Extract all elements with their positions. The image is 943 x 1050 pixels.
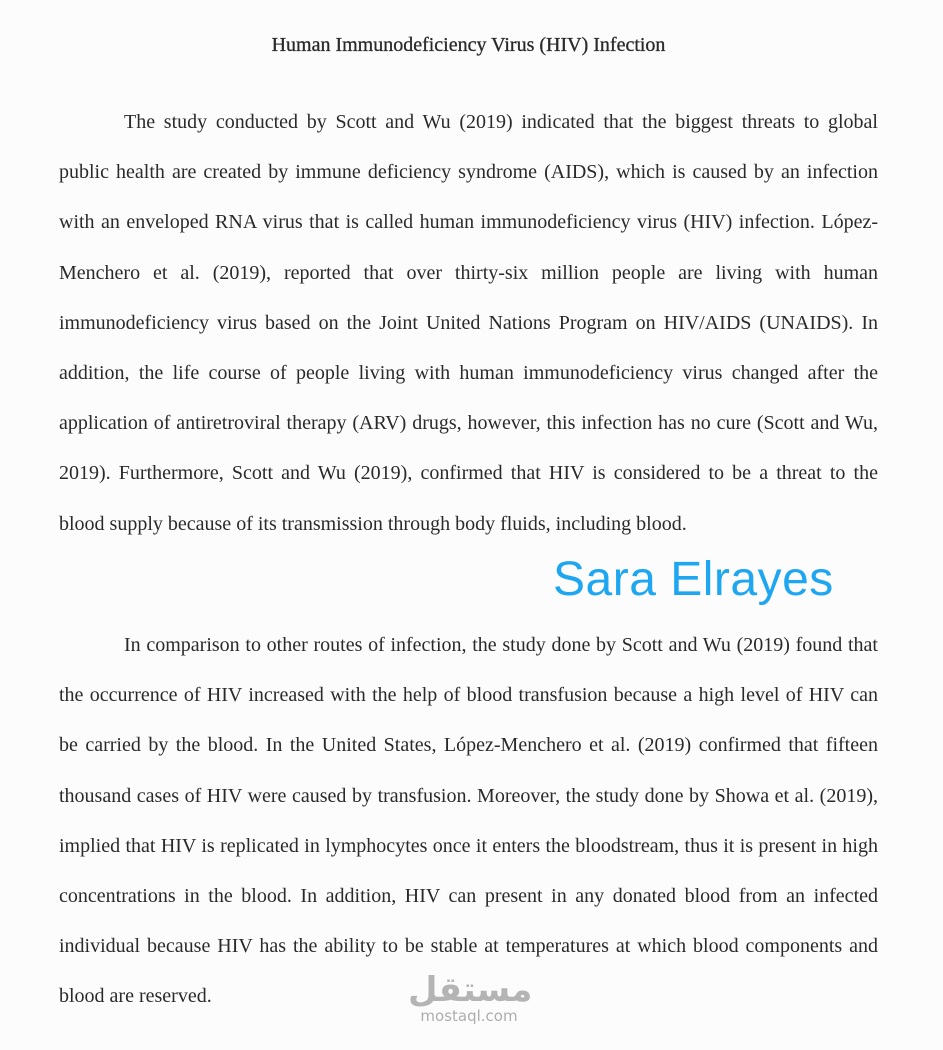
paragraph-1: The study conducted by Scott and Wu (2019) indicated that the biggest threats to global public health are created by immune deficiency syndrome (AIDS), which is caused by an infection with an enveloped RNA virus that is called human immunodeficiency virus (HIV) infection. López-Menchero et al. (2019), reported that over thirty-six million people are living with human immunodeficiency virus based on the Joint United Nations Program on HIV/AIDS (UNAIDS). In addition, the life course of people living with human immunodeficiency virus changed after the application of antiretroviral therapy (ARV) drugs, however, this infection has no cure (Scott and Wu, 2019). Furthermore, Scott and Wu (2019), confirmed that HIV is considered to be a threat to the blood supply because of its transmission through body fluids, including blood.: [59, 111, 878, 535]
watermark-arabic-text: مستقل: [408, 970, 533, 1010]
document-title: Human Immunodeficiency Virus (HIV) Infection: [271, 34, 666, 56]
author-name-overlay: Sara Elrayes: [553, 553, 834, 606]
mostaql-watermark: [408, 970, 533, 1025]
watermark-url-text: mostaql.com: [420, 1007, 518, 1025]
paragraph-2: In comparison to other routes of infection, the study done by Scott and Wu (2019) found that the occurrence of HIV increased with the help of blood transfusion because a high level of HIV can be carried by the blood. In the United States, López-Menchero et al. (2019) confirmed that fifteen thousand cases of HIV were caused by transfusion. Moreover, the study done by Showa et al. (2019), implied that HIV is replicated in lymphocytes once it enters the bloodstream, thus it is present in high concentrations in the blood. In addition, HIV can present in any donated blood from an infected individual because HIV has the ability to be stable at temperatures at which blood components and blood are reserved.: [59, 634, 878, 1008]
